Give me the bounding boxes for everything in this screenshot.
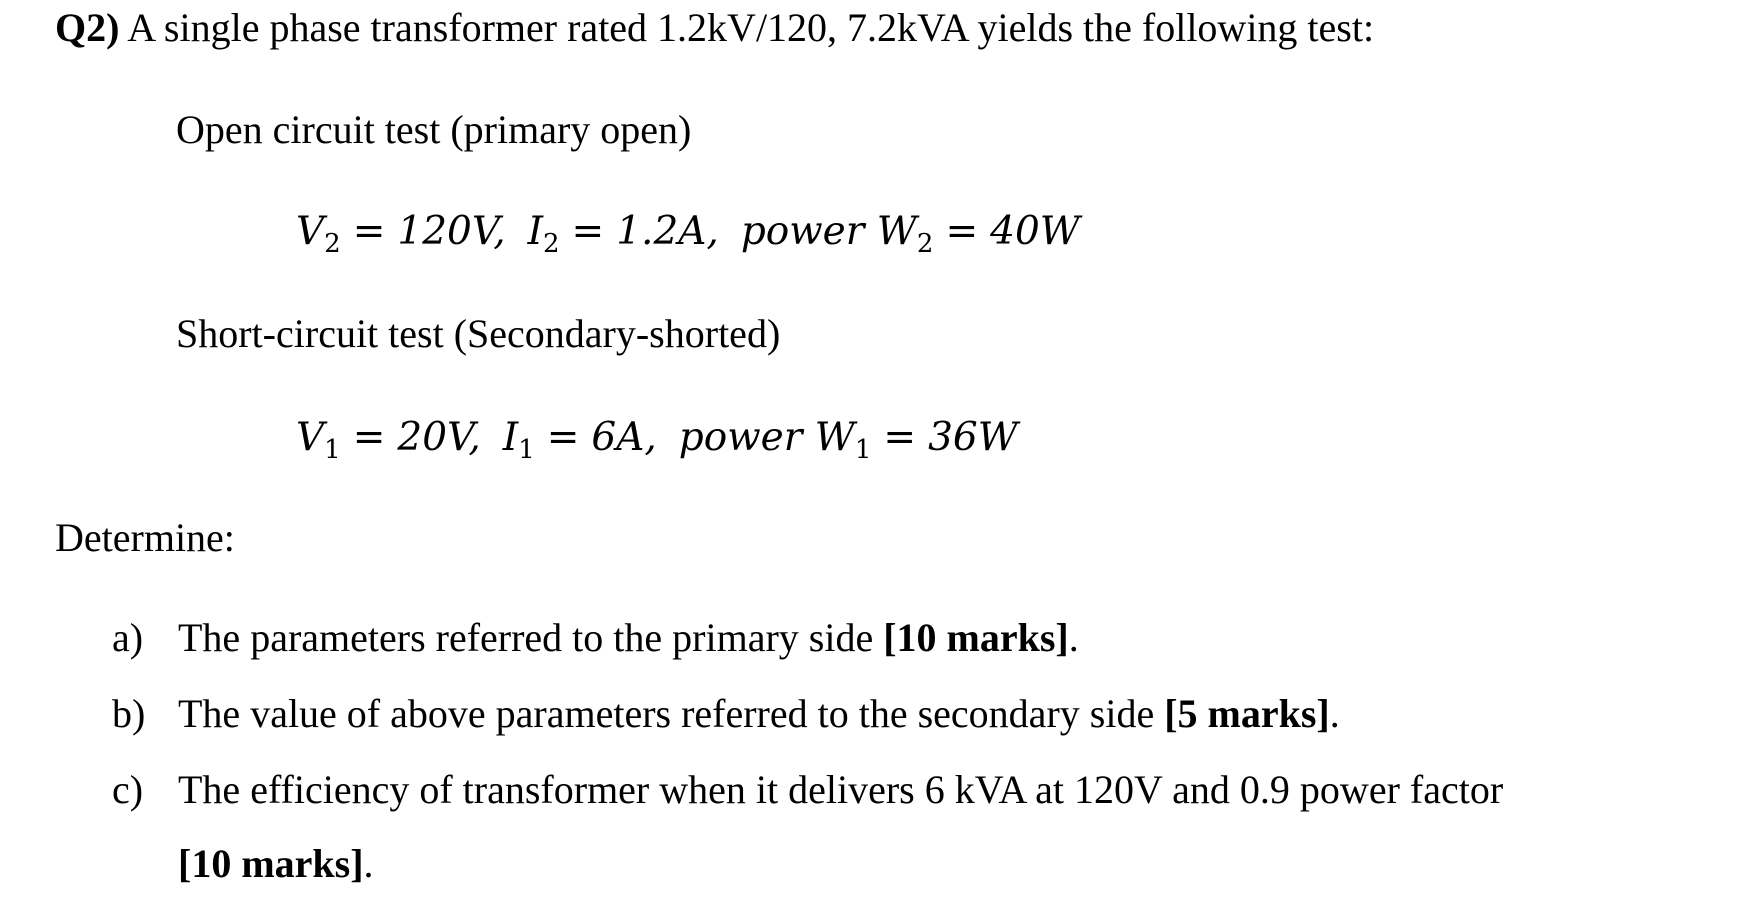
sc-voltage-subscript: 1 [324, 435, 341, 465]
sc-voltage-symbol: V [296, 415, 325, 460]
list-item-c-continuation [178, 840, 374, 888]
list-item-marker: c) [112, 767, 144, 812]
oc-power-subscript: 2 [916, 229, 934, 259]
determine-label: Determine: [55, 515, 235, 560]
question-title [55, 4, 1374, 52]
sc-power-word: power [678, 415, 803, 460]
sc-equals-3: = [883, 415, 917, 460]
marks-label: [10 marks] [178, 841, 364, 886]
open-circuit-equation [296, 208, 1080, 268]
oc-power-value: 40W [990, 209, 1080, 254]
open-circuit-heading: Open circuit test (primary open) [176, 107, 692, 152]
sc-voltage-value: 20V, [397, 415, 481, 460]
sc-power-symbol: W [814, 415, 855, 460]
oc-voltage-symbol: V [296, 209, 325, 254]
sc-current-value: 6A, [591, 415, 657, 460]
oc-equals-3: = [945, 209, 979, 254]
list-item-c [112, 766, 1503, 814]
oc-current-symbol: I [527, 209, 543, 254]
question-text: A single phase transformer rated 1.2kV/120, 7.2kVA yields the following test: [119, 5, 1375, 50]
oc-equals-2: = [571, 209, 605, 254]
marks-label: [10 marks] [883, 615, 1069, 660]
oc-equals-1: = [352, 209, 386, 254]
marks-label: [5 marks] [1164, 691, 1330, 736]
list-item-text: The efficiency of transformer when it delivers 6 kVA at 120V and 0.9 power factor [178, 767, 1504, 812]
sc-power-value: 36W [928, 415, 1018, 460]
sc-current-subscript: 1 [518, 435, 535, 465]
oc-current-subscript: 2 [543, 229, 560, 259]
sc-equals-2: = [546, 415, 580, 460]
oc-voltage-value: 120V, [397, 209, 506, 254]
list-item-period: . [363, 841, 374, 886]
list-item-b [112, 690, 1340, 738]
sc-power-subscript: 1 [854, 435, 872, 465]
list-item-marker: a) [112, 615, 144, 660]
oc-power-word: power [740, 209, 865, 254]
sc-equals-1: = [352, 415, 386, 460]
short-circuit-heading: Short-circuit test (Secondary-shorted) [176, 311, 781, 356]
question-label: Q2) [55, 5, 120, 50]
list-item-period: . [1329, 691, 1340, 736]
sc-current-symbol: I [502, 415, 519, 460]
list-item-period: . [1068, 615, 1079, 660]
list-item-text: The parameters referred to the primary side [178, 615, 884, 660]
list-item-a [112, 614, 1079, 662]
oc-voltage-subscript: 2 [324, 229, 341, 259]
oc-current-value: 1.2A, [616, 209, 719, 254]
list-item-marker: b) [112, 691, 146, 736]
oc-power-symbol: W [876, 209, 917, 254]
short-circuit-equation [296, 414, 1018, 474]
list-item-text: The value of above parameters referred to the secondary side [178, 691, 1165, 736]
